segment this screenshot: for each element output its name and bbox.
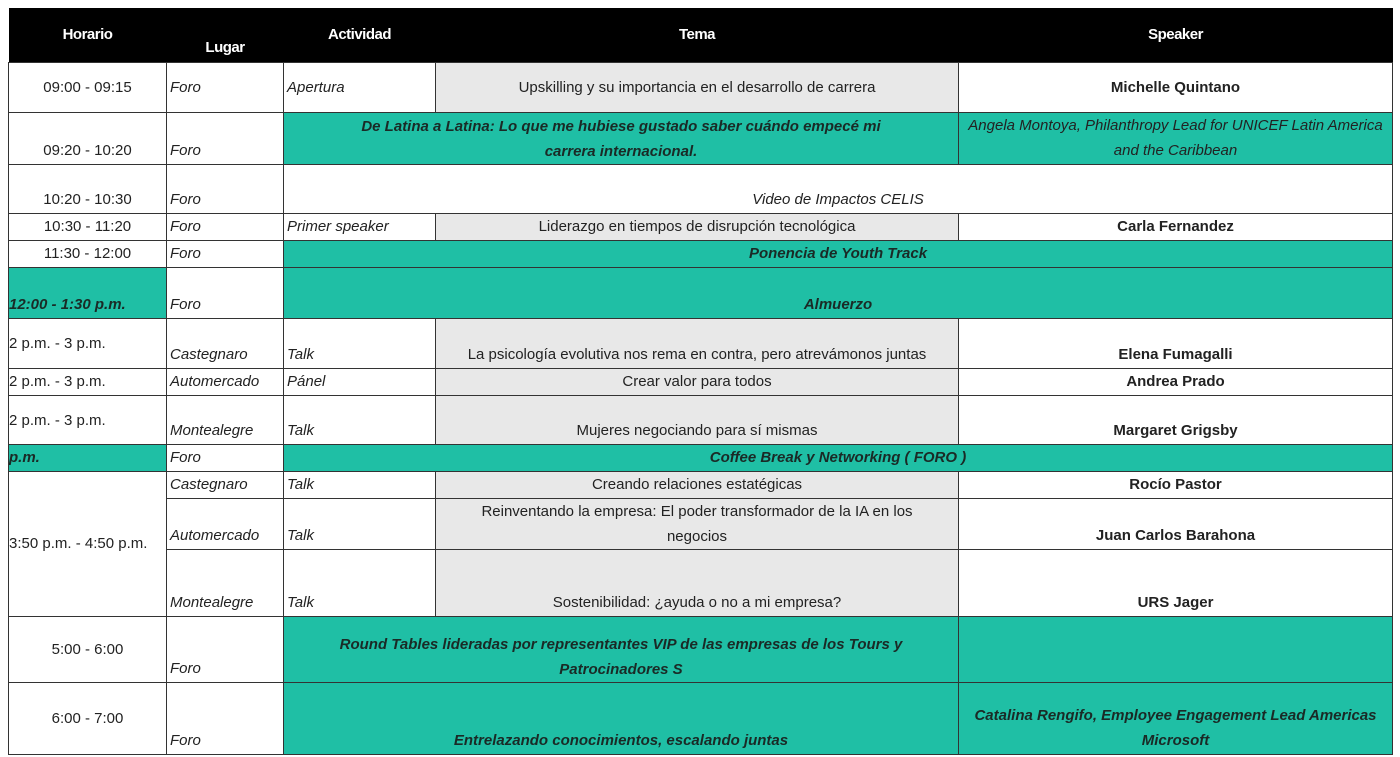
table-row [9, 268, 1393, 319]
lugar-cell: Foro [167, 241, 284, 268]
tema-cell: Crear valor para todos [436, 369, 959, 396]
table-row [9, 113, 1393, 165]
horario-cell: 2 p.m. - 3 p.m. [9, 319, 167, 369]
lugar-cell: Castegnaro [167, 319, 284, 369]
lugar-cell: Foro [167, 617, 284, 683]
horario-cell: 09:20 - 10:20 [9, 113, 167, 165]
tema-cell: Mujeres negociando para sí mismas [436, 396, 959, 445]
actividad-cell: Talk [284, 319, 436, 369]
horario-cell: 09:00 - 09:15 [9, 63, 167, 113]
lugar-cell: Foro [167, 445, 284, 472]
tema-cell: Almuerzo [284, 268, 1393, 319]
lugar-cell: Foro [167, 683, 284, 755]
tema-cell: Liderazgo en tiempos de disrupción tecnológica [436, 214, 959, 241]
lugar-cell: Foro [167, 113, 284, 165]
table-row [9, 319, 1393, 369]
horario-cell: 10:30 - 11:20 [9, 214, 167, 241]
speaker-cell: Rocío Pastor [959, 472, 1393, 499]
tema-cell: La psicología evolutiva nos rema en contra, pero atrevámonos juntas [436, 319, 959, 369]
horario-cell: 6:00 - 7:00 [9, 683, 167, 755]
horario-cell: 5:00 - 6:00 [9, 617, 167, 683]
tema-cell: Entrelazando conocimientos, escalando juntas [284, 683, 959, 755]
lugar-cell: Foro [167, 63, 284, 113]
header-tema: Tema [436, 8, 959, 63]
table-row [9, 617, 1393, 683]
table-row [9, 445, 1393, 472]
table-row [9, 214, 1393, 241]
speaker-cell: Andrea Prado [959, 369, 1393, 396]
horario-cell: 2 p.m. - 3 p.m. [9, 396, 167, 445]
actividad-cell: Talk [284, 396, 436, 445]
lugar-cell: Montealegre [167, 550, 284, 617]
header-row [9, 8, 1393, 63]
table-row [9, 369, 1393, 396]
actividad-cell: Talk [284, 499, 436, 550]
table-row [9, 396, 1393, 445]
speaker-cell: Catalina Rengifo, Employee Engagement Lead Americas Microsoft [959, 683, 1393, 755]
table-row [9, 499, 1393, 550]
tema-cell: Video de Impactos CELIS [284, 165, 1393, 214]
tema-cell: Upskilling y su importancia en el desarrollo de carrera [436, 63, 959, 113]
speaker-cell: Juan Carlos Barahona [959, 499, 1393, 550]
table-row [9, 550, 1393, 617]
actividad-cell: Talk [284, 550, 436, 617]
agenda-table [8, 8, 1393, 755]
table-row [9, 241, 1393, 268]
tema-cell: Sostenibilidad: ¿ayuda o no a mi empresa? [436, 550, 959, 617]
table-row [9, 683, 1393, 755]
header-speaker: Speaker [959, 8, 1393, 63]
tema-cell: De Latina a Latina: Lo que me hubiese gustado saber cuándo empecé mi carrera internacional. [284, 113, 959, 165]
tema-cell: Coffee Break y Networking ( FORO ) [284, 445, 1393, 472]
tema-cell: Round Tables lideradas por representantes VIP de las empresas de los Tours y Patrocinadores S [284, 617, 959, 683]
speaker-cell [959, 617, 1393, 683]
speaker-cell: Michelle Quintano [959, 63, 1393, 113]
speaker-cell: URS Jager [959, 550, 1393, 617]
lugar-cell: Foro [167, 214, 284, 241]
speaker-cell: Margaret Grigsby [959, 396, 1393, 445]
header-lugar: Lugar [167, 8, 284, 63]
tema-cell: Ponencia de Youth Track [284, 241, 1393, 268]
horario-cell: 10:20 - 10:30 [9, 165, 167, 214]
horario-cell: 3:50 p.m. - 4:50 p.m. [9, 472, 167, 617]
speaker-cell: Angela Montoya, Philanthropy Lead for UNICEF Latin America and the Caribbean [959, 113, 1393, 165]
header-actividad: Actividad [284, 8, 436, 63]
tema-cell: Creando relaciones estatégicas [436, 472, 959, 499]
actividad-cell: Talk [284, 472, 436, 499]
lugar-cell: Montealegre [167, 396, 284, 445]
horario-cell: p.m. [9, 445, 167, 472]
actividad-cell: Apertura [284, 63, 436, 113]
lugar-cell: Castegnaro [167, 472, 284, 499]
actividad-cell: Primer speaker [284, 214, 436, 241]
lugar-cell: Automercado [167, 369, 284, 396]
tema-cell: Reinventando la empresa: El poder transformador de la IA en los negocios [436, 499, 959, 550]
lugar-cell: Automercado [167, 499, 284, 550]
horario-cell: 11:30 - 12:00 [9, 241, 167, 268]
header-horario: Horario [9, 8, 167, 63]
lugar-cell: Foro [167, 165, 284, 214]
table-row [9, 165, 1393, 214]
table-row [9, 63, 1393, 113]
speaker-cell: Elena Fumagalli [959, 319, 1393, 369]
actividad-cell: Pánel [284, 369, 436, 396]
horario-cell: 2 p.m. - 3 p.m. [9, 369, 167, 396]
speaker-cell: Carla Fernandez [959, 214, 1393, 241]
lugar-cell: Foro [167, 268, 284, 319]
table-row [9, 472, 1393, 499]
horario-cell: 12:00 - 1:30 p.m. [9, 268, 167, 319]
